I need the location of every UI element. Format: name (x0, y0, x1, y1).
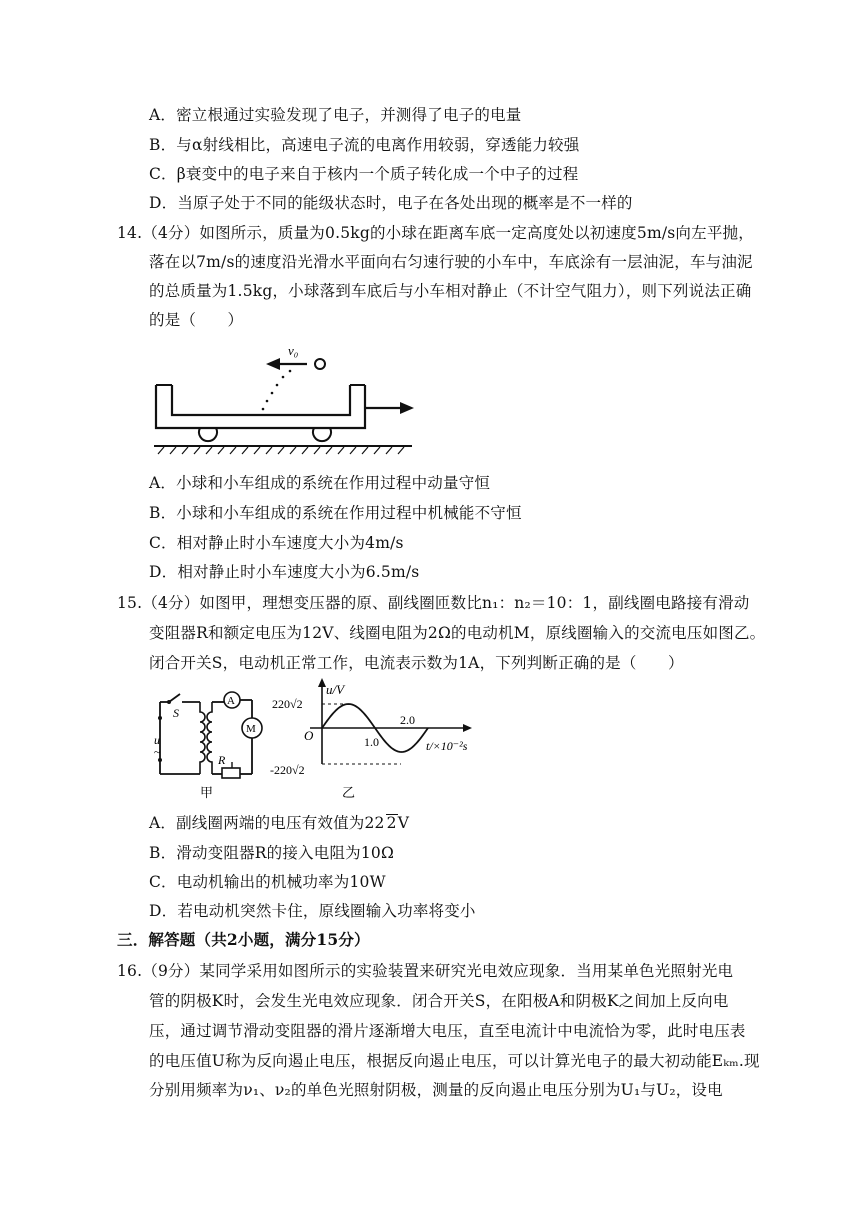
q14-option-b: B．小球和小车组成的系统在作用过程中机械能不守恒 (149, 504, 522, 522)
q14-option-d: D．相对静止时小车速度大小为6.5m/s (149, 563, 420, 581)
q16-stem-line-5: 分别用频率为ν₁、ν₂的单色光照射阴极，测量的反向遏止电压分别为U₁与U₂，设电 (149, 1081, 723, 1099)
wheel-right (313, 428, 331, 441)
rheostat (222, 768, 240, 778)
x-axis-label: t/×10⁻²s (426, 739, 468, 753)
cart-inner (172, 385, 350, 415)
source-label: u (154, 733, 160, 747)
sqrt-radical (386, 814, 398, 831)
q16-stem-line-2: 管的阴极K时，会发生光电效应现象．闭合开关S，在阳极A和阴极K之间加上反向电 (149, 992, 729, 1010)
q14-option-c: C．相对静止时小车速度大小为4m/s (149, 534, 404, 552)
q13-option-a: A．密立根通过实验发现了电子，并测得了电子的电量 (149, 106, 522, 124)
y-axis-label: u/V (326, 682, 345, 697)
fig-jia-caption: 甲 (200, 785, 214, 800)
q14-option-a: A．小球和小车组成的系统在作用过程中动量守恒 (149, 474, 491, 492)
cart-velocity-arrow-head (400, 402, 414, 414)
q15-option-c: C．电动机输出的机械功率为10W (149, 873, 386, 891)
q13-option-b: B．与α射线相比，高速电子流的电离作用较弱，穿透能力较强 (149, 136, 580, 154)
q15-option-a-unit: V (397, 814, 410, 832)
secondary-coil (207, 702, 212, 774)
q16-stem-line-4: 的电压值U称为反向遏止电压，根据反向遏止电压，可以计算光电子的最大初动能Eₖₘ.现 (149, 1052, 760, 1070)
v0-label: v₀ (288, 345, 299, 358)
y-max-label: 220√2 (272, 697, 303, 711)
q16-stem-line-3: 压，通过调节滑动变阻器的滑片逐渐增大电压，直至电流计中电流恰为零，此时电压表 (149, 1022, 746, 1040)
q16-stem-line-1: 16.（9分）某同学采用如图所示的实验装置来研究光电效应现象．当用某单色光照射光电 (117, 962, 734, 980)
q15-stem-line-1: 15.（4分）如图甲，理想变压器的原、副线圈匝数比n₁：n₂＝10：1，副线圈电路接有滑动 (117, 594, 750, 612)
v0-arrow-head (266, 358, 280, 370)
q15-option-a-text: A．副线圈两端的电压有效值为22 (149, 814, 385, 832)
svg-text:~: ~ (154, 745, 161, 759)
origin-label: O (304, 728, 314, 743)
t-full-label: 2.0 (400, 713, 415, 727)
q15-option-d: D．若电动机突然卡住，原线圈输入功率将变小 (149, 902, 476, 920)
ammeter-label: A (227, 695, 235, 707)
q14-cart-figure (150, 345, 420, 465)
fig-yi-caption: 乙 (342, 785, 356, 800)
q14-stem-line-4: 的是（ ） (149, 311, 244, 329)
y-min-label: -220√2 (270, 763, 305, 777)
ground-hatching (158, 447, 404, 454)
q14-stem-line-3: 的总质量为1.5kg，小球落到车底后与小车相对静止（不计空气阻力），则下列说法正确 (149, 282, 752, 300)
t-half-label: 1.0 (364, 735, 379, 749)
primary-coil (200, 702, 205, 774)
q15-stem-line-2: 变阻器R和额定电压为12V、线圈电阻为2Ω的电动机M，原线圈输入的交流电压如图乙。 (149, 624, 766, 642)
q13-option-d: D．当原子处于不同的能级状态时，电子在各处出现的概率是不一样的 (149, 194, 633, 212)
q15-option-a (149, 812, 409, 834)
rheostat-label: R (218, 753, 226, 767)
ball (315, 359, 325, 369)
switch-label: S (173, 706, 179, 720)
q15-option-b: B．滑动变阻器R的接入电阻为10Ω (149, 844, 395, 862)
motor-label: M (246, 723, 256, 735)
section-heading: 三．解答题（共2小题，满分15分） (117, 930, 370, 949)
trajectory-dots (262, 370, 292, 411)
q15-circuit-figure-jia (152, 682, 272, 800)
wheel-left (199, 428, 217, 441)
cart-outer (156, 385, 365, 428)
q13-option-c: C．β衰变中的电子来自于核内一个质子转化成一个中子的过程 (149, 165, 579, 183)
q14-stem-line-2: 落在以7m/s的速度沿光滑水平面向右匀速行驶的小车中，车底涂有一层油泥，车与油泥 (149, 253, 753, 271)
q15-voltage-graph-yi (270, 678, 485, 800)
q14-stem-line-1: 14.（4分）如图所示，质量为0.5kg的小球在距离车底一定高度处以初速度5m/s向左平抛， (117, 224, 754, 242)
q15-option-a-radicand: 2 (386, 814, 397, 832)
q15-stem-line-3: 闭合开关S，电动机正常工作，电流表示数为1A，下列判断正确的是（ ） (149, 654, 684, 672)
switch-s (169, 694, 180, 702)
